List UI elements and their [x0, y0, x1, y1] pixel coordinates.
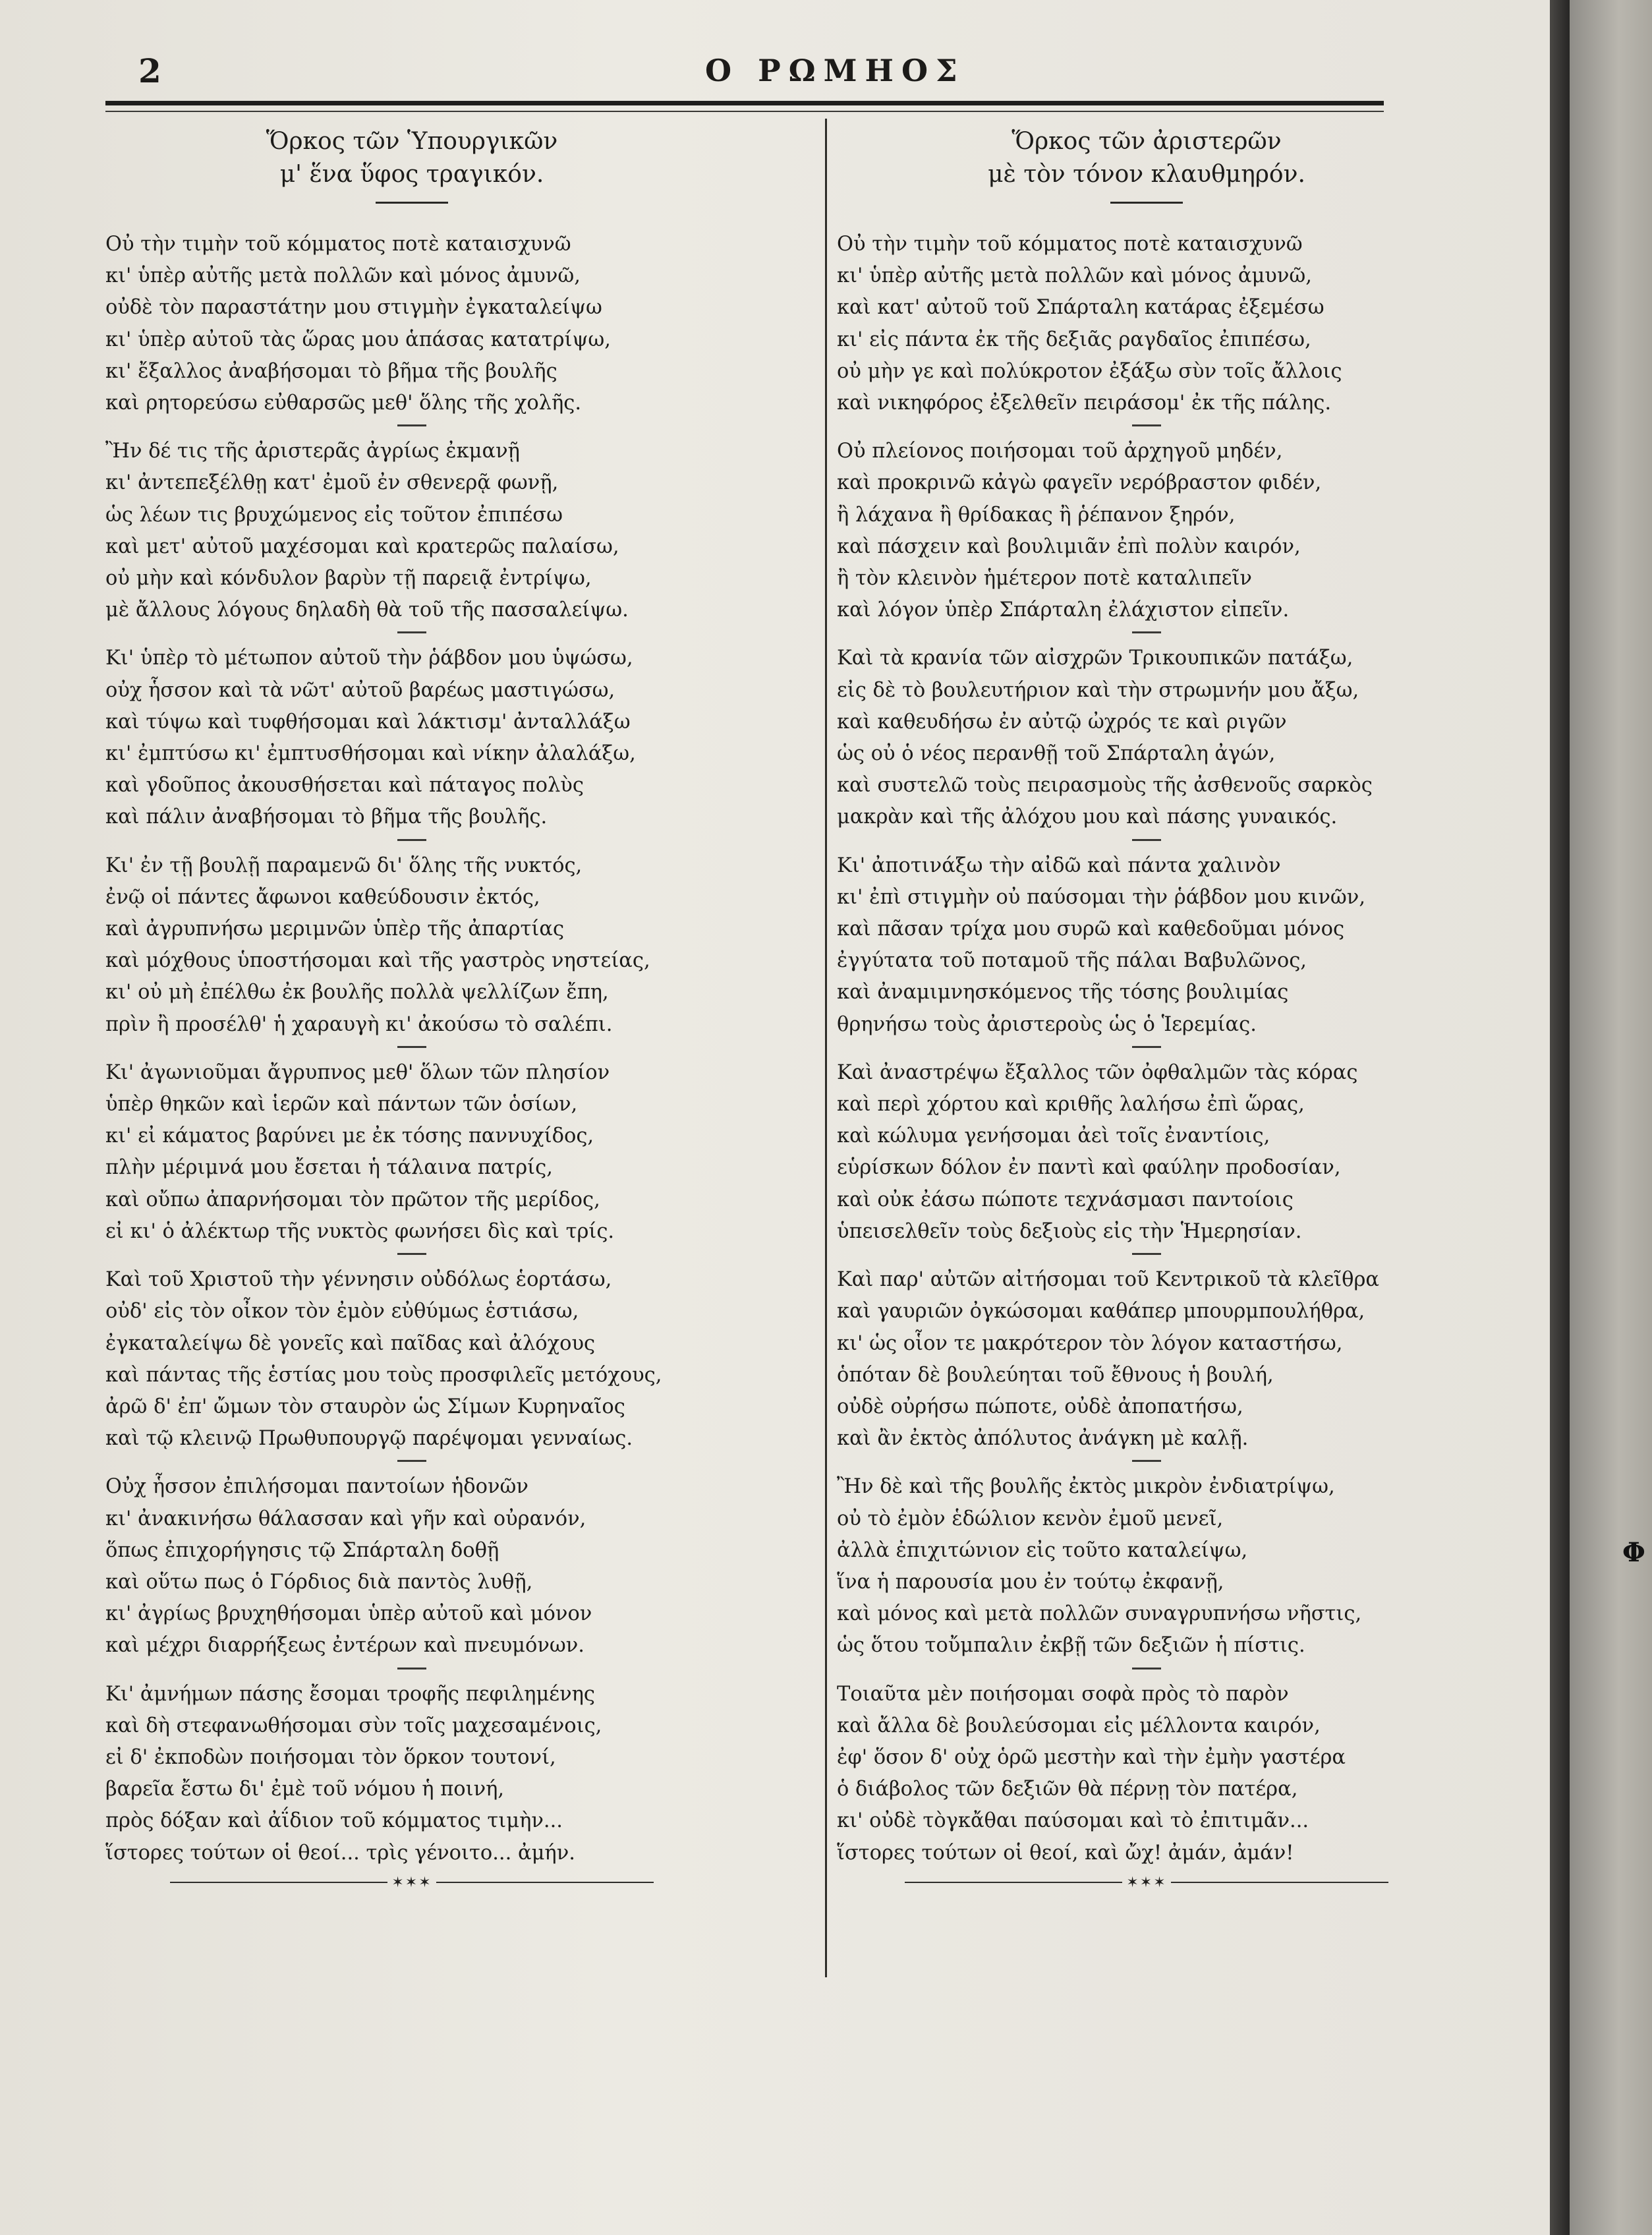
page-gutter-shadow	[1550, 0, 1570, 2235]
ornament-glyph: ✶✶✶	[1126, 1874, 1167, 1891]
verse-line: καὶ ἀναμιμνησκόμενος τῆς τόσης βουλιμίας	[837, 981, 1289, 1004]
verse-line: ὑπεισελθεῖν τοὺς δεξιοὺς εἰς τὴν Ἡμερησίαν.	[837, 1219, 1302, 1243]
ornament-glyph: ✶✶✶	[391, 1874, 432, 1891]
stanza-separator	[1132, 1668, 1161, 1669]
right-column-title	[837, 125, 1456, 191]
stanza	[105, 436, 718, 626]
ornament-rule	[436, 1882, 654, 1883]
verse-line: καὶ πάσχειν καὶ βουλιμιᾶν ἐπὶ πολὺν καιρόν,	[837, 535, 1301, 558]
verse-line: ἐγγύτατα τοῦ ποταμοῦ τῆς πάλαι Βαβυλῶνος,	[837, 949, 1307, 973]
verse-line: Καὶ ἀναστρέψω ἔξαλλος τῶν ὀφθαλμῶν τὰς κόρας	[837, 1060, 1358, 1084]
verse-line: εἰς δὲ τὸ βουλευτήριον καὶ τὴν στρωμνήν μου ἄξω,	[837, 678, 1359, 702]
verse-line: καὶ τύψω καὶ τυφθήσομαι καὶ λάκτισμ' ἀνταλλάξω	[105, 710, 631, 734]
newspaper-title: Ο ΡΩΜΗΟΣ	[705, 53, 965, 88]
verse-line: κι' ὡς οἷον τε μακρότερον τὸν λόγον καταστήσω,	[837, 1331, 1343, 1355]
verse-line: καὶ ἂν ἐκτὸς ἀπόλυτος ἀνάγκη μὲ καλῇ.	[837, 1427, 1249, 1451]
verse-line: καὶ καθευδήσω ἐν αὐτῷ ὠχρός τε καὶ ριγῶν	[837, 710, 1287, 734]
verse-line: καὶ μέχρι διαρρήξεως ἐντέρων καὶ πνευμόνων.	[105, 1634, 584, 1658]
left-column-title	[105, 125, 718, 191]
ornament-rule	[905, 1882, 1122, 1883]
right-poem	[837, 229, 1456, 1869]
verse-line: Καὶ παρ' αὐτῶν αἰτήσομαι τοῦ Κεντρικοῦ τὰ κλεῖθρα	[837, 1268, 1379, 1292]
verse-line: καὶ μετ' αὐτοῦ μαχέσομαι καὶ κρατερῶς παλαίσω,	[105, 535, 619, 558]
verse-line: οὐ τὸ ἐμὸν ἑδώλιον κενὸν ἐμοῦ μενεῖ,	[837, 1507, 1224, 1530]
verse-line: καὶ οὔπω ἀπαρνήσομαι τὸν πρῶτον τῆς μερίδος,	[105, 1188, 600, 1211]
verse-line: οὐδ' εἰς τὸν οἶκον τὸν ἐμὸν εὐθύμως ἑστιάσω,	[105, 1300, 579, 1323]
verse-line: κι' οὐ μὴ ἐπέλθω ἐκ βουλῆς πολλὰ ψελλίζων ἔπη,	[105, 981, 609, 1004]
verse-line: κι' ὑπὲρ αὐτοῦ τὰς ὥρας μου ἁπάσας κατατρίψω,	[105, 328, 611, 351]
verse-line: οὐδὲ τὸν παραστάτην μου στιγμὴν ἐγκαταλείψω	[105, 296, 602, 320]
verse-line: κι' ἔξαλλος ἀναβήσομαι τὸ βῆμα τῆς βουλῆς	[105, 359, 557, 383]
stanza	[837, 1471, 1456, 1662]
right-column	[837, 125, 1456, 1891]
stanza-separator	[397, 1046, 426, 1048]
left-title-line: Ὅρκος τῶν Ὑπουργικῶν	[266, 128, 558, 155]
stanza-separator	[397, 839, 426, 841]
verse-line: κι' ὑπὲρ αὐτῆς μετὰ πολλῶν καὶ μόνος ἀμυνῶ,	[837, 264, 1312, 288]
title-underline	[376, 202, 448, 204]
header-rule-thin	[105, 111, 1384, 112]
left-title-line: μ' ἕνα ὕφος τραγικόν.	[279, 161, 544, 188]
verse-line: Καὶ τὰ κρανία τῶν αἰσχρῶν Τρικουπικῶν πατάξω,	[837, 647, 1353, 670]
stanza	[837, 643, 1456, 833]
verse-line: καὶ ἄλλα δὲ βουλεύσομαι εἰς μέλλοντα καιρόν,	[837, 1714, 1321, 1737]
column-divider	[825, 119, 827, 1977]
verse-line: καὶ τῷ κλεινῷ Πρωθυπουργῷ παρέψομαι γενναίως.	[105, 1427, 633, 1451]
verse-line: Καὶ τοῦ Χριστοῦ τὴν γέννησιν οὐδόλως ἑορτάσω,	[105, 1268, 612, 1292]
verse-line: ἵνα ἡ παρουσία μου ἐν τούτῳ ἐκφανῇ,	[837, 1570, 1224, 1594]
stanza	[837, 436, 1456, 626]
stanza-separator	[397, 1460, 426, 1462]
stanza-separator	[1132, 1046, 1161, 1048]
verse-line: κι' ἀνακινήσω θάλασσαν καὶ γῆν καὶ οὐρανόν,	[105, 1507, 586, 1530]
verse-line: καὶ μόνος καὶ μετὰ πολλῶν συναγρυπνήσω νῆστις,	[837, 1602, 1362, 1626]
stanza-separator	[1132, 1253, 1161, 1255]
verse-line: κι' ἐπὶ στιγμὴν οὐ παύσομαι τὴν ῥάβδον μου κινῶν,	[837, 885, 1366, 909]
stanza-separator	[1132, 839, 1161, 841]
verse-line: ὡς ὅτου τοὔμπαλιν ἐκβῇ τῶν δεξιῶν ἡ πίστις.	[837, 1634, 1305, 1658]
verse-line: ἵστορες τούτων οἱ θεοί, καὶ ὤχ! ἀμάν, ἀμάν!	[837, 1841, 1294, 1865]
stanza	[105, 1679, 718, 1869]
stanza	[837, 229, 1456, 419]
verse-line: ὁπόταν δὲ βουλεύηται τοῦ ἔθνους ἡ βουλή,	[837, 1363, 1274, 1387]
stanza	[105, 1057, 718, 1248]
left-column	[105, 125, 718, 1891]
verse-line: καὶ πᾶσαν τρίχα μου συρῶ καὶ καθεδοῦμαι μόνος	[837, 917, 1345, 941]
verse-line: Ἢν δὲ καὶ τῆς βουλῆς ἐκτὸς μικρὸν ἐνδιατρίψω,	[837, 1475, 1335, 1499]
end-ornament	[837, 1874, 1456, 1891]
adjacent-page-glyph: Φ	[1622, 1537, 1645, 1568]
verse-line: Κι' ἀμνήμων πάσης ἔσομαι τροφῆς πεφιλημένης	[105, 1682, 595, 1706]
ornament-rule	[170, 1882, 387, 1883]
right-title-line: μὲ τὸν τόνον κλαυθμηρόν.	[988, 161, 1305, 188]
adjacent-page-edge	[1570, 0, 1652, 2235]
verse-line: ἐνῷ οἱ πάντες ἄφωνοι καθεύδουσιν ἐκτός,	[105, 885, 540, 909]
verse-line: Οὐ τὴν τιμὴν τοῦ κόμματος ποτὲ καταισχυνῶ	[837, 233, 1303, 256]
verse-line: κι' ἐμπτύσω κι' ἐμπτυσθήσομαι καὶ νίκην ἀλαλάξω,	[105, 742, 636, 766]
verse-line: καὶ γδοῦπος ἀκουσθήσεται καὶ πάταγος πολὺς	[105, 774, 584, 798]
verse-line: θρηνήσω τοὺς ἀριστεροὺς ὡς ὁ Ἱερεμίας.	[837, 1012, 1257, 1036]
verse-line: ὁ διάβολος τῶν δεξιῶν θὰ πέρνῃ τὸν πατέρα,	[837, 1778, 1298, 1801]
stanza	[105, 1471, 718, 1662]
stanza	[837, 850, 1456, 1041]
verse-line: καὶ δὴ στεφανωθήσομαι σὺν τοῖς μαχεσαμένοις,	[105, 1714, 602, 1737]
stanza	[105, 643, 718, 833]
verse-line: κι' ἀντεπεξέλθῃ κατ' ἐμοῦ ἐν σθενερᾷ φωνῇ,	[105, 471, 559, 495]
verse-line: ἐγκαταλείψω δὲ γονεῖς καὶ παῖδας καὶ ἀλόχους	[105, 1331, 596, 1355]
verse-line: ὡς λέων τις βρυχώμενος εἰς τοῦτον ἐπιπέσω	[105, 503, 563, 527]
stanza-separator	[397, 631, 426, 633]
verse-line: ἢ τὸν κλεινὸν ἡμέτερον ποτὲ καταλιπεῖν	[837, 567, 1252, 591]
verse-line: Οὐ πλείονος ποιήσομαι τοῦ ἀρχηγοῦ μηδέν,	[837, 440, 1283, 463]
ornament-rule	[1171, 1882, 1388, 1883]
verse-line: πρὸς δόξαν καὶ ἀΐδιον τοῦ κόμματος τιμὴν...	[105, 1809, 563, 1833]
verse-line: ἢ λάχανα ἢ θρίδακας ἢ ῥέπανον ξηρόν,	[837, 503, 1236, 527]
verse-line: καὶ ἀγρυπνήσω μεριμνῶν ὑπὲρ τῆς ἀπαρτίας	[105, 917, 565, 941]
verse-line: κι' ὑπὲρ αὐτῆς μετὰ πολλῶν καὶ μόνος ἀμυνῶ,	[105, 264, 581, 288]
stanza-separator	[397, 424, 426, 426]
verse-line: ἐφ' ὅσον δ' οὐχ ὁρῶ μεστὴν καὶ τὴν ἐμὴν γαστέρα	[837, 1745, 1346, 1769]
verse-line: Κι' ἀποτινάξω τὴν αἰδῶ καὶ πάντα χαλινὸν	[837, 854, 1281, 877]
stanza	[837, 1679, 1456, 1869]
verse-line: Ἢν δέ τις τῆς ἀριστερᾶς ἀγρίως ἐκμανῇ	[105, 440, 520, 463]
verse-line: κι' οὐδὲ τὸγκἄθαι παύσομαι καὶ τὸ ἐπιτιμᾶν...	[837, 1809, 1309, 1833]
verse-line: Οὐ τὴν τιμὴν τοῦ κόμματος ποτὲ καταισχυνῶ	[105, 233, 571, 256]
stanza	[837, 1057, 1456, 1248]
stanza-separator	[1132, 1460, 1161, 1462]
stanza	[105, 1264, 718, 1455]
right-title-line: Ὅρκος τῶν ἀριστερῶν	[1011, 128, 1282, 155]
stanza	[105, 229, 718, 419]
verse-line: κι' ἀγρίως βρυχηθήσομαι ὑπὲρ αὐτοῦ καὶ μόνον	[105, 1602, 592, 1626]
verse-line: Κι' ἐν τῇ βουλῇ παραμενῶ δι' ὅλης τῆς νυκτός,	[105, 854, 583, 877]
verse-line: ἀρῶ δ' ἐπ' ὤμων τὸν σταυρὸν ὡς Σίμων Κυρηναῖος	[105, 1395, 625, 1418]
verse-line: οὐχ ἧσσον καὶ τὰ νῶτ' αὐτοῦ βαρέως μαστιγώσω,	[105, 678, 615, 702]
verse-line: Τοιαῦτα μὲν ποιήσομαι σοφὰ πρὸς τὸ παρὸν	[837, 1682, 1289, 1706]
stanza	[105, 850, 718, 1041]
verse-line: κι' εἰ κάματος βαρύνει με ἐκ τόσης παννυχίδος,	[105, 1124, 594, 1148]
verse-line: Κι' ἀγωνιοῦμαι ἄγρυπνος μεθ' ὅλων τῶν πλησίον	[105, 1060, 610, 1084]
verse-line: πρὶν ἢ προσέλθ' ἡ χαραυγὴ κι' ἀκούσω τὸ σαλέπι.	[105, 1012, 613, 1036]
verse-line: Κι' ὑπὲρ τὸ μέτωπον αὐτοῦ τὴν ῥάβδον μου ὑψώσω,	[105, 647, 633, 670]
verse-line: καὶ πάλιν ἀναβήσομαι τὸ βῆμα τῆς βουλῆς.	[105, 805, 548, 829]
verse-line: ὑπὲρ θηκῶν καὶ ἱερῶν καὶ πάντων τῶν ὁσίων,	[105, 1093, 578, 1117]
header-rule-thick	[105, 101, 1384, 105]
verse-line: ἵστορες τούτων οἱ θεοί... τρὶς γένοιτο... ἀμήν.	[105, 1841, 575, 1865]
verse-line: καὶ κατ' αὐτοῦ τοῦ Σπάρταλη κατάρας ἐξεμέσω	[837, 296, 1324, 320]
verse-line: εἰ κι' ὁ ἀλέκτωρ τῆς νυκτὸς φωνήσει δὶς καὶ τρίς.	[105, 1219, 615, 1243]
verse-line: καὶ πάντας τῆς ἑστίας μου τοὺς προσφιλεῖς μετόχους,	[105, 1363, 662, 1387]
verse-line: κι' εἰς πάντα ἐκ τῆς δεξιᾶς ραγδαῖος ἐπιπέσω,	[837, 328, 1311, 351]
verse-line: καὶ μόχθους ὑποστήσομαι καὶ τῆς γαστρὸς νηστείας,	[105, 949, 650, 973]
stanza-separator	[397, 1668, 426, 1669]
verse-line: εὑρίσκων δόλον ἐν παντὶ καὶ φαύλην προδοσίαν,	[837, 1156, 1341, 1180]
verse-line: οὐ μὴν καὶ κόνδυλον βαρὺν τῇ παρειᾷ ἐντρίψω,	[105, 567, 592, 591]
verse-line: καὶ προκρινῶ κἀγὼ φαγεῖν νερόβραστον φιδέν,	[837, 471, 1322, 495]
verse-line: βαρεῖα ἔστω δι' ἐμὲ τοῦ νόμου ἡ ποινή,	[105, 1778, 505, 1801]
verse-line: εἰ δ' ἐκποδὼν ποιήσομαι τὸν ὅρκον τουτονί,	[105, 1745, 556, 1769]
verse-line: καὶ ρητορεύσω εὐθαρσῶς μεθ' ὅλης τῆς χολῆς.	[105, 392, 582, 415]
verse-line: ὡς οὐ ὁ νέος περανθῇ τοῦ Σπάρταλη ἀγών,	[837, 742, 1276, 766]
page-number: 2	[138, 51, 161, 90]
verse-line: καὶ περὶ χόρτου καὶ κριθῆς λαλήσω ἐπὶ ὥρας,	[837, 1093, 1305, 1117]
verse-line: καὶ οὐκ ἐάσω πώποτε τεχνάσμασι παντοίοις	[837, 1188, 1294, 1211]
verse-line: καὶ νικηφόρος ἐξελθεῖν πειράσομ' ἐκ τῆς πάλης.	[837, 392, 1332, 415]
left-poem	[105, 229, 718, 1869]
title-underline	[1110, 202, 1183, 204]
verse-line: οὐδὲ οὐρήσω πώποτε, οὐδὲ ἀποπατήσω,	[837, 1395, 1243, 1418]
end-ornament	[105, 1874, 718, 1891]
verse-line: καὶ γαυριῶν ὀγκώσομαι καθάπερ μπουρμπουλήθρα,	[837, 1300, 1365, 1323]
verse-line: Οὐχ ἧσσον ἐπιλήσομαι παντοίων ἡδονῶν	[105, 1475, 528, 1499]
verse-line: καὶ λόγον ὑπὲρ Σπάρταλη ἐλάχιστον εἰπεῖν.	[837, 598, 1290, 622]
stanza-separator	[397, 1253, 426, 1255]
verse-line: καὶ συστελῶ τοὺς πειρασμοὺς τῆς ἀσθενοῦς σαρκὸς	[837, 774, 1373, 798]
stanza	[837, 1264, 1456, 1455]
stanza-separator	[1132, 424, 1161, 426]
verse-line: μακρὰν καὶ τῆς ἀλόχου μου καὶ πάσης γυναικός.	[837, 805, 1338, 829]
verse-line: οὐ μὴν γε καὶ πολύκροτον ἐξάξω σὺν τοῖς ἄλλοις	[837, 359, 1342, 383]
verse-line: μὲ ἄλλους λόγους δηλαδὴ θὰ τοῦ τῆς πασσαλείψω.	[105, 598, 629, 622]
stanza-separator	[1132, 631, 1161, 633]
verse-line: ἀλλὰ ἐπιχιτώνιον εἰς τοῦτο καταλείψω,	[837, 1538, 1248, 1562]
verse-line: πλὴν μέριμνά μου ἔσεται ἡ τάλαινα πατρίς,	[105, 1156, 553, 1180]
verse-line: καὶ οὕτω πως ὁ Γόρδιος διὰ παντὸς λυθῇ,	[105, 1570, 533, 1594]
verse-line: καὶ κώλυμα γενήσομαι ἀεὶ τοῖς ἐναντίοις,	[837, 1124, 1270, 1148]
verse-line: ὅπως ἐπιχορήγησις τῷ Σπάρταλη δοθῇ	[105, 1538, 499, 1562]
